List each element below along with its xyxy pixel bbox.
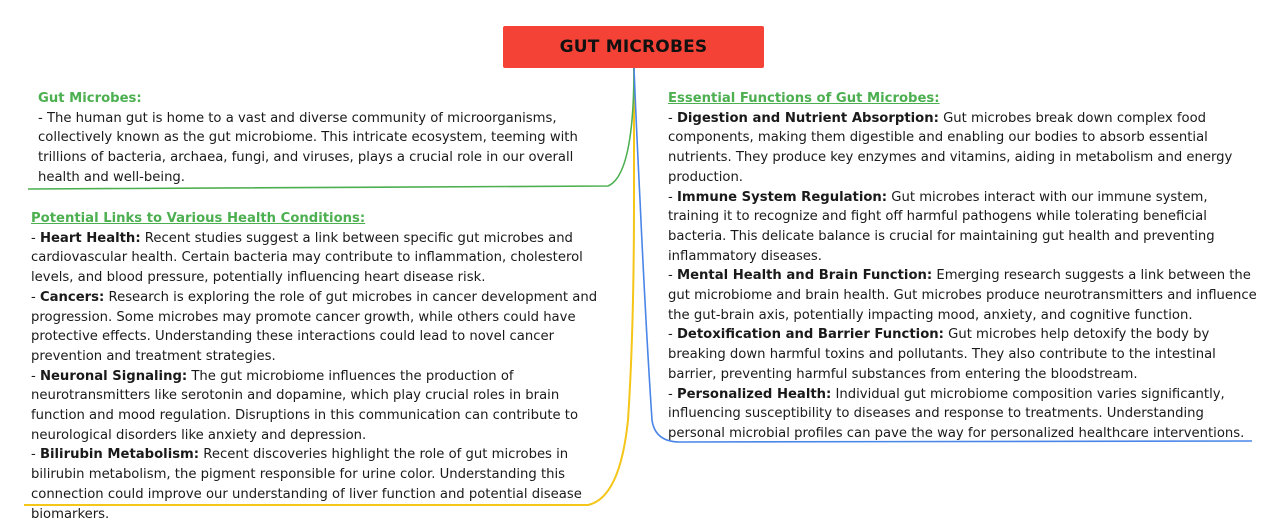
- node-health-conditions[interactable]: [31, 209, 611, 524]
- list-item: - Detoxification and Barrier Function: Gut microbes help detoxify the body by breaking down harmful toxins and pollutants. They also contribute to the intestinal barrier, preventing harmful substances from entering the bloodstream.: [668, 327, 1216, 382]
- list-item: - Immune System Regulation: Gut microbes interact with our immune system, training it to recognize and fight off harmful pathogens while tolerating beneficial bacteria. This delicate balance is crucial for maintaining gut health and preventing inflammatory diseases.: [668, 189, 1215, 264]
- list-item: - Neuronal Signaling: The gut microbiome influences the production of neurotransmitters like serotonin and dopamine, which play crucial roles in brain function and mood regulation. Disruptions in this communication can contribute to neurological disorders like anxiety and depression.: [31, 368, 579, 443]
- node-essential-functions[interactable]: [668, 89, 1258, 444]
- node-text: - The human gut is home to a vast and diverse community of microorganisms, collectively known as the gut microbiome. This intricate ecosystem, teeming with trillions of bacteria, archaea, fungi, and viruses, plays a crucial role in our overall health and well-being.: [38, 110, 578, 185]
- item-title: Immune System Regulation:: [676, 189, 888, 205]
- list-item: - Mental Health and Brain Function: Emerging research suggests a link between the gut microbiome and brain health. Gut microbes produce neurotransmitters and influence the gut-brain axis, potentially impacting mood, anxiety, and cognitive function.: [668, 268, 1257, 323]
- item-title: Heart Health:: [39, 230, 141, 246]
- node-heading: Essential Functions of Gut Microbes:: [668, 91, 940, 106]
- item-text: Research is exploring the role of gut microbes in cancer development and progression. Some microbes may promote cancer growth, while others could have protective effects. Understanding these interactions could lead to novel cancer prevention and treatment strategies.: [31, 289, 598, 364]
- item-title: Mental Health and Brain Function:: [676, 268, 933, 284]
- list-item: - Heart Health: Recent studies suggest a link between specific gut microbes and cardiovascular health. Certain bacteria may contribute to inflammation, cholesterol levels, and blood pressure, potentially influencing heart disease risk.: [31, 230, 583, 286]
- item-title: Cancers:: [39, 289, 105, 305]
- list-item: - Cancers: Research is exploring the role of gut microbes in cancer development and progression. Some microbes may promote cancer growth, while others could have protective effects. Understanding these interactions could lead to novel cancer prevention and treatment strategies.: [31, 289, 598, 364]
- node-heading: Gut Microbes:: [38, 91, 142, 106]
- item-title: Neuronal Signaling:: [39, 368, 188, 384]
- item-text: Individual gut microbiome composition varies significantly, influencing susceptibility to diseases and response to treatments. Understanding personal microbial profiles can pave the way for personalized healthcare interventions.: [668, 386, 1245, 441]
- item-text: The gut microbiome influences the production of neurotransmitters like serotonin and dopamine, which play crucial roles in brain function and mood regulation. Disruptions in this communication can contribute to neurological disorders like anxiety and depression.: [31, 368, 579, 443]
- item-text: Gut microbes help detoxify the body by breaking down harmful toxins and pollutants. They also contribute to the intestinal barrier, preventing harmful substances from entering the bloodstream.: [668, 327, 1216, 382]
- list-item: - Digestion and Nutrient Absorption: Gut microbes break down complex food components, making them digestible and enabling our bodies to absorb essential nutrients. They produce key enzymes and vitamins, aiding in metabolism and energy production.: [668, 110, 1233, 185]
- item-text: Gut microbes interact with our immune system, training it to recognize and fight off harmful pathogens while tolerating beneficial bacteria. This delicate balance is crucial for maintaining gut health and preventing inflammatory diseases.: [668, 189, 1215, 264]
- node-heading: Potential Links to Various Health Conditions:: [31, 211, 366, 226]
- item-title: Digestion and Nutrient Absorption:: [676, 110, 939, 126]
- item-text: Recent discoveries highlight the role of gut microbes in bilirubin metabolism, the pigment responsible for urine color. Understanding this connection could improve our understanding of liver function and potential disease biomarkers.: [31, 447, 582, 522]
- list-item: - Personalized Health: Individual gut microbiome composition varies significantly, influencing susceptibility to diseases and response to treatments. Understanding personal microbial profiles can pave the way for personalized healthcare interventions.: [668, 386, 1245, 441]
- item-text: Gut microbes break down complex food components, making them digestible and enabling our bodies to absorb essential nutrients. They produce key enzymes and vitamins, aiding in metabolism and energy production.: [668, 110, 1233, 185]
- list-item: - Bilirubin Metabolism: Recent discoveries highlight the role of gut microbes in bilirubin metabolism, the pigment responsible for urine color. Understanding this connection could improve our understanding of liver function and potential disease biomarkers.: [31, 447, 582, 522]
- root-topic[interactable]: GUT MICROBES: [503, 26, 764, 68]
- item-text: Emerging research suggests a link between the gut microbiome and brain health. Gut microbes produce neurotransmitters and influence the gut-brain axis, potentially impacting mood, anxiety, and cognitive function.: [668, 268, 1257, 323]
- item-title: Bilirubin Metabolism:: [39, 447, 200, 463]
- node-gut-microbes[interactable]: [38, 89, 610, 188]
- item-text: Recent studies suggest a link between specific gut microbes and cardiovascular health. Certain bacteria may contribute to inflammation, cholesterol levels, and blood pressure, potentially influencing heart disease risk.: [31, 230, 583, 286]
- item-title: Personalized Health:: [676, 386, 832, 402]
- item-title: Detoxification and Barrier Function:: [676, 327, 944, 343]
